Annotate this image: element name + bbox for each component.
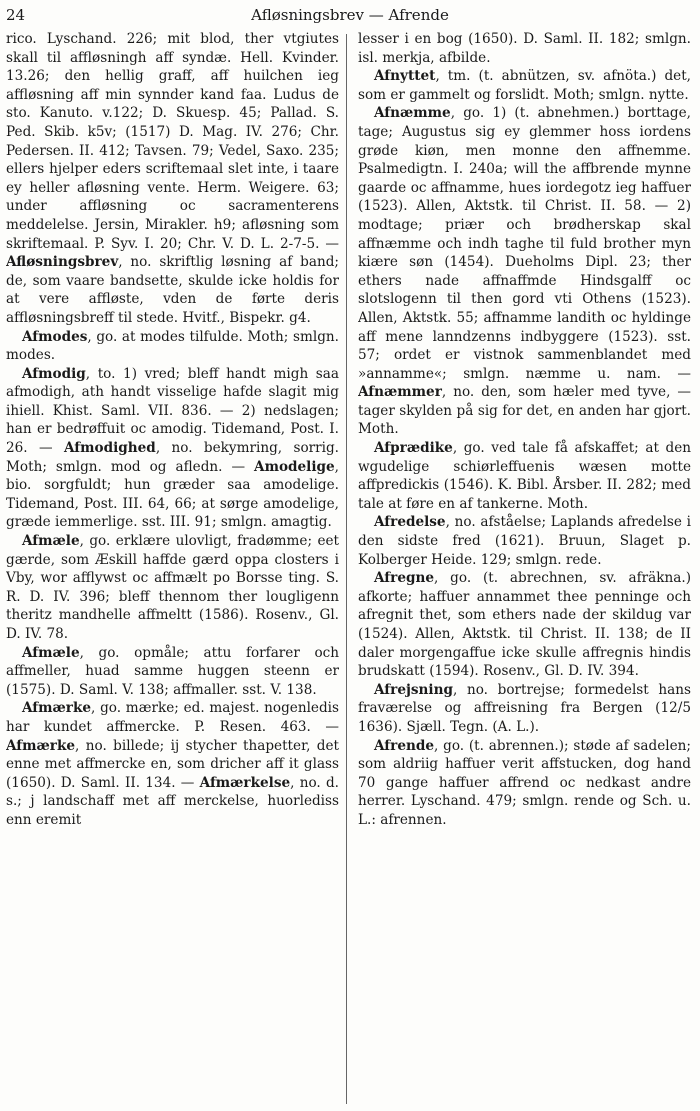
entry-headword: Afmodes <box>22 328 88 345</box>
dictionary-entry: Afmærke, go. mærke; ed. majest. nogenledis har kundet affmercke. P. Resen. 463. — Afmærke, no. billede; ij stycher thapetter, det enne met affmercke en, som dricher aff it glass (1650). D. Saml. II. 134. — Afmærkelse, no. d. s.; j landschaff met aff merckelse, huorlediss enn eremit <box>6 700 339 828</box>
entry-headword: Afmærke <box>6 737 76 754</box>
entry-headword: Afmærke <box>22 700 92 717</box>
entry-headword: Afmæle <box>22 533 80 550</box>
dictionary-entry: Afregne, go. (t. abrechnen, sv. afräkna.) afkorte; haffuer annammet thee penninge och afregnit thet, som ethers nade der skildug var (1524). Allen, Aktstk. til Christ. II. 138; de II daler morgengaffue icke skulle affregnis hindis brudskatt (1594). Rosenv., Gl. D. IV. 394. <box>358 570 691 680</box>
right-column <box>358 30 691 1106</box>
dictionary-entry: Afmæle, go. opmåle; attu forfarer och affmeller, huad samme huggen steenn er (1575). D. Saml. V. 138; affmaller. sst. V. 138. <box>6 644 339 698</box>
entry-headword: Amodelige <box>254 458 335 475</box>
entry-headword: Afregne <box>374 570 435 587</box>
page-header <box>6 6 694 28</box>
entry-headword: Afprædike <box>374 440 453 457</box>
entry-headword: Afnyttet <box>374 68 436 85</box>
dictionary-entry: Afmæle, go. erklære ulovligt, fradømme; eet gærde, som Æskill haffde gærd oppa closters i Vby, wor afflywst oc affmælt po Borsse ting. S. R. D. IV. 396; bleff thennom ther lougligenn theritz mandhelle affmeltt (1586). Rosenv., Gl. D. IV. 78. <box>6 533 339 642</box>
dictionary-entry: Afmodes, go. at modes tilfulde. Moth; smlgn. modes. <box>6 328 339 364</box>
page-number: 24 <box>6 6 26 24</box>
running-head: Afløsningsbrev — Afrende <box>251 6 449 24</box>
entry-headword: Afløsningsbrev <box>6 254 119 271</box>
entry-headword: Afnæmmer <box>358 384 442 401</box>
dictionary-entry: Afrejsning, no. bortrejse; formedelst hans fraværelse og affreisning fra Bergen (12/5 1636). Sjæll. Tegn. (A. L.). <box>358 681 691 735</box>
entry-headword: Afredelse <box>374 514 446 531</box>
dictionary-entry: lesser i en bog (1650). D. Saml. II. 182; smlgn. isl. merkja, afbilde. <box>358 31 691 66</box>
column-divider <box>346 34 347 1104</box>
dictionary-entry: Afnyttet, tm. (t. abnützen, sv. afnöta.) det, som er gammelt og forslidt. Moth; smlgn. nytte. <box>358 68 691 103</box>
dictionary-entry: Afrende, go. (t. abrennen.); støde af sadelen; som aldriig haffuer verit affstucken, dog hand 70 gange haffuer affrend oc nedkast andre herrer. Lyschand. 479; smlgn. rende og Sch. u. L.: afrennen. <box>358 737 691 828</box>
entry-headword: Afrejsning <box>374 681 453 698</box>
entry-headword: Afmærkelse <box>199 774 291 791</box>
entry-headword: Afmodig <box>22 365 86 382</box>
entry-headword: Afmodighed <box>63 440 156 457</box>
dictionary-entry: Afmodig, to. 1) vred; bleff handt migh saa afmodigh, ath handt visselige hafde slagit mig ihiell. Khist. Saml. VII. 836. — 2) nedslagen; han er bedrøffuit oc amodig. Tidemand, Post. I. 26. — Afmodighed, no. bekymring, sorrig. Moth; smlgn. mod og afledn. — Amodelige, bio. sorgfuldt; hun græder saa amodelige. Tidemand, Post. III. 64, 66; at sørge amodelige, græde iemmerlige. sst. III. 91; smlgn. amagtig. <box>6 365 339 531</box>
dictionary-entry: Afredelse, no. afståelse; Laplands afredelse i den sidste fred (1621). Bruun, Slaget p. Kolberger Heide. 129; smlgn. rede. <box>358 514 691 568</box>
dictionary-entry: Afprædike, go. ved tale få afskaffet; at den wgudelige schiørleffuenis wæsen motte affpredickis (1546). K. Bibl. Årsber. II. 282; med tale at føre en af tankerne. Moth. <box>358 440 691 512</box>
left-column <box>6 30 339 1106</box>
dictionary-entry: rico. Lyschand. 226; mit blod, ther vtgiutes skall til affløsningh aff syndæ. Hell. Kvinder. 13.26; den hellig graff, aff huilchen ieg affløsning aff min synnder kand faa. Ludus de sto. Kanuto. v.122; D. Skuesp. 45; Pallad. S. Ped. Skib. k5v; (1517) D. Mag. IV. 276; Chr. Pedersen. II. 412; Tavsen. 79; Vedel, Saxo. 235; ellers hjelper eders scriftemaal slet inte, i taare ey heller afløsning vente. Herm. Weigere. 63; under affløsning oc sacramenterens meddelelse. Jersin, Mirakler. h9; afløsning som skriftemaal. P. Syv. I. 20; Chr. V. D. L. 2-7-5. — Afløsningsbrev, no. skriftlig løsning af band; de, som vaare bandsette, skulde icke holdis for at vere affløste, vden de førte deris affløsningsbreff til stede. Hvitf., Bispekr. g4. <box>6 31 339 326</box>
entry-headword: Afnæmme <box>374 105 451 122</box>
dictionary-entry: Afnæmme, go. 1) (t. abnehmen.) borttage, tage; Augustus sig ey glemmer hoss iordens grøde kiøn, men monne den affnemme. Psalmedigtn. I. 240a; will the affbrende mynne gaarde oc affnamme, hues iordegotz ieg haffuer (1523). Allen, Aktstk. til Christ. II. 58. — 2) modtage; priær och brødherskap skal affnæmme och indh taghe til fuld brother myn kiære søn (1454). Dueholms Dipl. 23; ther ethers nade affnaffmde Hindsgalff oc slotslogenn til then gord vti Othens (1523). Allen, Aktstk. 55; affnamme landith oc hyldinge aff mene lanndzenns indbyggere (1523). sst. 57; ordet er vistnok sammenblandet med »annamme«; smlgn. næmme u. nam. — Afnæmmer, no. den, som hæler med tyve, — tager skylden på sig for det, en anden har gjort. Moth. <box>358 105 691 438</box>
entry-headword: Afmæle <box>22 644 80 661</box>
entry-headword: Afrende <box>374 737 435 754</box>
